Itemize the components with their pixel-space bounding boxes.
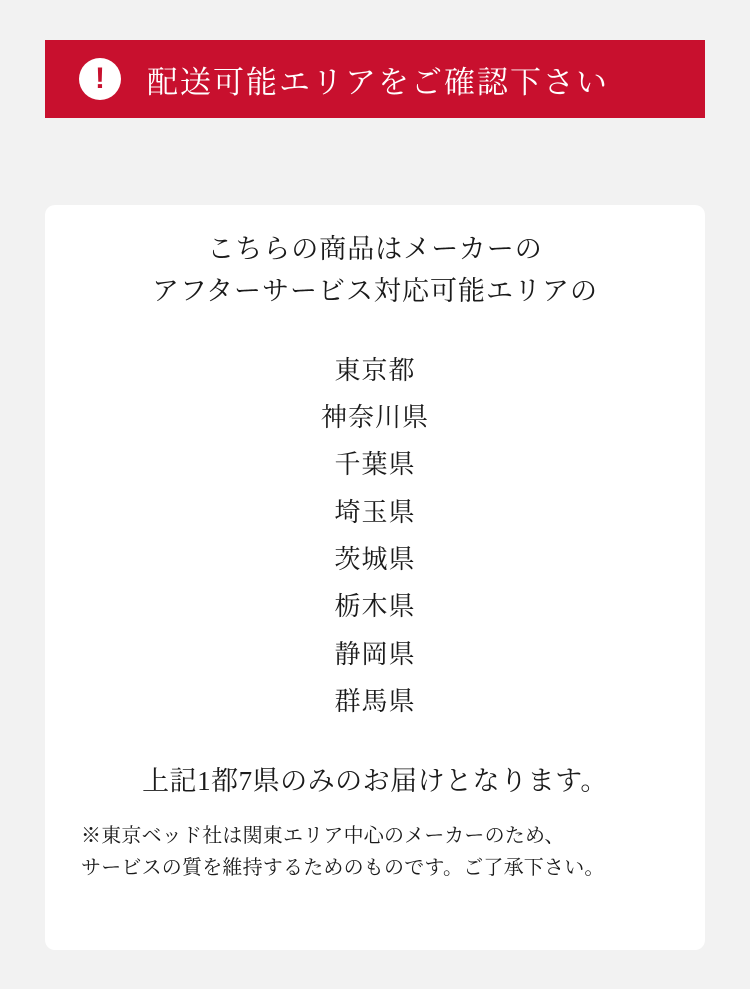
list-item: 埼玉県 [334, 497, 416, 527]
list-item: 静岡県 [334, 639, 416, 669]
list-item: 茨城県 [334, 544, 416, 574]
intro-line-1: こちらの商品はメーカーの [207, 234, 543, 264]
list-item: 千葉県 [334, 450, 416, 480]
delivery-area-banner [45, 40, 705, 118]
intro-line-2: アフターサービス対応可能エリアの [151, 275, 599, 306]
note-line-1: ※東京ベッド社は関東エリア中心のメーカーのため、 [81, 825, 565, 848]
banner-title: 配送可能エリアをご確認下さい [147, 64, 609, 100]
note-text [75, 820, 675, 884]
list-item: 栃木県 [334, 592, 416, 622]
summary-text: 上記1都7県のみのお届けとなります。 [142, 766, 608, 797]
delivery-area-card [45, 205, 705, 950]
exclamation-glyph: ! [95, 62, 105, 95]
note-line-2: サービスの質を維持するためのものです。ご了承下さい。 [81, 857, 605, 880]
supported-area-list [321, 347, 429, 726]
intro-text [152, 229, 598, 313]
list-item: 群馬県 [334, 686, 416, 716]
list-item: 東京都 [334, 355, 416, 385]
list-item: 神奈川県 [320, 403, 429, 432]
exclamation-icon [79, 58, 121, 100]
